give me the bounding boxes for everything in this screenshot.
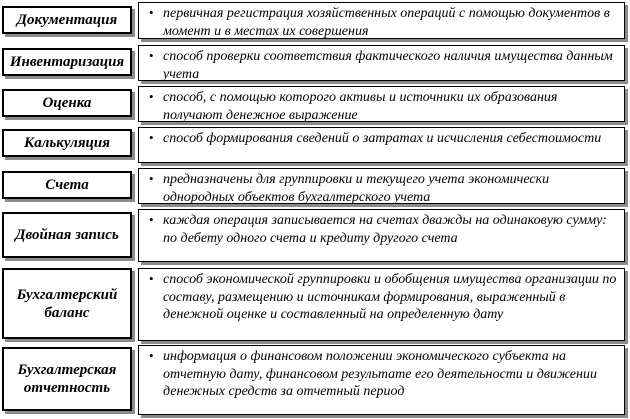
definition-box-documentation — [138, 2, 625, 39]
definition-text: информация о финансовом положении экономического субъекта на отчетную дату, финансовом результате его деятельности и движении денежных средств за отчетный период — [163, 349, 597, 399]
term-box-documentation — [2, 6, 132, 34]
term-label: Документация — [16, 12, 118, 28]
bullet-icon: • — [149, 89, 154, 104]
term-box-valuation — [2, 89, 132, 117]
term-label: Бухгалтерский баланс — [16, 286, 118, 321]
definition-box-accounts — [138, 168, 625, 204]
bullet-icon: • — [149, 5, 154, 20]
term-label: Двойная запись — [15, 227, 119, 243]
term-box-balance-sheet — [2, 268, 132, 339]
definition-text: способ, с помощью которого активы и источники их образования получают денежное выражение — [163, 90, 558, 123]
bullet-icon: • — [149, 348, 154, 363]
term-box-double-entry — [2, 212, 132, 258]
definition-box-double-entry — [138, 209, 625, 262]
bullet-icon: • — [149, 130, 154, 145]
term-label: Бухгалтерская отчетность — [17, 362, 117, 396]
definition-text: способ проверки соответствия фактического наличия имущества данным учета — [163, 49, 613, 82]
term-box-calculation — [2, 129, 132, 157]
bullet-icon: • — [149, 271, 154, 286]
definition-box-inventory — [138, 45, 625, 81]
definition-box-balance-sheet — [138, 268, 625, 341]
bullet-icon: • — [149, 171, 154, 186]
definition-box-financial-statements — [138, 345, 625, 415]
term-box-financial-statements — [2, 347, 132, 411]
definition-text: первичная регистрация хозяйственных операций с помощью документов в момент и в местах их совершения — [163, 6, 610, 39]
term-label: Оценка — [42, 95, 92, 111]
definition-text: способ экономической группировки и обобщения имущества организации по составу, размещению и источникам формирования, выраженный в денежной оценке и составленный на определенную дату — [163, 272, 617, 322]
term-box-accounts — [2, 171, 132, 199]
bullet-icon: • — [149, 212, 154, 227]
definition-text: каждая операция записывается на счетах дважды на одинаковую сумму: по дебету одного счета и кредиту другого счета — [163, 213, 607, 246]
term-label: Счета — [45, 177, 89, 193]
term-box-inventory — [2, 48, 132, 76]
definition-box-valuation — [138, 86, 625, 122]
definition-box-calculation — [138, 127, 625, 163]
term-label: Инвентаризация — [9, 54, 125, 70]
definition-text: способ формирования сведений о затратах и исчисления себестоимости — [163, 131, 602, 146]
bullet-icon: • — [149, 48, 154, 63]
term-label: Калькуляция — [24, 135, 110, 151]
definition-text: предназначены для группировки и текущего учета экономически однородных объектов бухгалтерского учета — [163, 172, 550, 205]
